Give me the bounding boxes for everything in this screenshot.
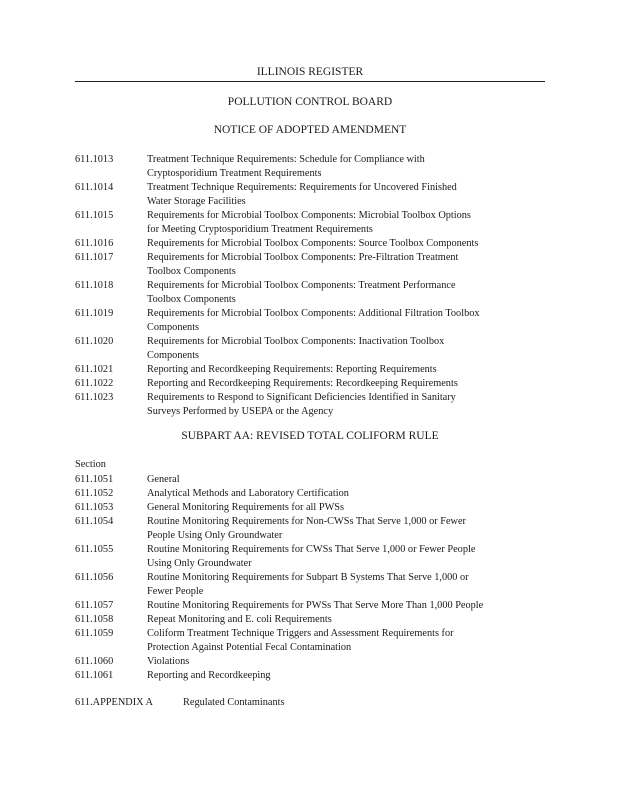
section-row <box>75 473 550 487</box>
section-number: 611.1059 <box>75 628 114 639</box>
section-number: 611.1052 <box>75 488 114 499</box>
section-number: 611.1020 <box>75 336 114 347</box>
section-title: Routine Monitoring Requirements for Non-CWSs That Serve 1,000 or Fewer People Using Only Groundwater <box>147 516 466 541</box>
section-number: 611.1022 <box>75 378 114 389</box>
section-title: Requirements to Respond to Significant Deficiencies Identified in Sanitary Surveys Performed by USEPA or the Agency <box>147 392 456 417</box>
section-row <box>75 279 550 307</box>
section-number: 611.1021 <box>75 364 114 375</box>
register-title: ILLINOIS REGISTER <box>256 66 364 78</box>
section-row <box>75 571 550 599</box>
section-title: Requirements for Microbial Toolbox Components: Treatment Performance Toolbox Components <box>147 280 456 305</box>
appendix-row <box>75 697 285 708</box>
notice-title: NOTICE OF ADOPTED AMENDMENT <box>213 124 407 136</box>
section-title: Requirements for Microbial Toolbox Components: Microbial Toolbox Options for Meeting Cryptosporidium Treatment Requirements <box>147 210 471 235</box>
section-title: Analytical Methods and Laboratory Certification <box>147 488 349 499</box>
section-number: 611.1060 <box>75 656 114 667</box>
section-title: Routine Monitoring Requirements for CWSs That Serve 1,000 or Fewer People Using Only Groundwater <box>147 544 476 569</box>
section-title: Treatment Technique Requirements: Schedule for Compliance with Cryptosporidium Treatment Requirements <box>147 154 425 179</box>
section-title: Routine Monitoring Requirements for Subpart B Systems That Serve 1,000 or Fewer People <box>147 572 469 597</box>
section-label: Section <box>75 459 106 470</box>
section-row <box>75 377 550 391</box>
section-row <box>75 237 550 251</box>
section-number: 611.1056 <box>75 572 114 583</box>
section-number: 611.1017 <box>75 252 114 263</box>
section-number: 611.1058 <box>75 614 114 625</box>
section-title: Routine Monitoring Requirements for PWSs That Serve More Than 1,000 People <box>147 600 484 611</box>
section-row <box>75 515 550 543</box>
section-row <box>75 599 550 613</box>
section-row <box>75 363 550 377</box>
section-number: 611.1054 <box>75 516 114 527</box>
section-row <box>75 335 550 363</box>
section-row <box>75 613 550 627</box>
section-number: 611.1014 <box>75 182 114 193</box>
section-list-top <box>75 153 550 419</box>
section-number: 611.1015 <box>75 210 114 221</box>
section-title: General <box>147 474 180 485</box>
section-title: Requirements for Microbial Toolbox Components: Source Toolbox Components <box>147 238 479 249</box>
section-row <box>75 627 550 655</box>
section-row <box>75 181 550 209</box>
section-row <box>75 251 550 279</box>
section-title: General Monitoring Requirements for all PWSs <box>147 502 345 513</box>
section-number: 611.1018 <box>75 280 114 291</box>
section-number: 611.1061 <box>75 670 114 681</box>
section-title: Reporting and Recordkeeping Requirements: Reporting Requirements <box>147 364 437 375</box>
header-rule <box>75 81 545 82</box>
section-row <box>75 307 550 335</box>
board-title: POLLUTION CONTROL BOARD <box>227 96 393 108</box>
section-title: Requirements for Microbial Toolbox Components: Additional Filtration Toolbox Components <box>147 308 480 333</box>
section-title: Reporting and Recordkeeping Requirements: Recordkeeping Requirements <box>147 378 458 389</box>
section-list-subpart-aa <box>75 473 550 683</box>
section-title: Coliform Treatment Technique Triggers and Assessment Requirements for Protection Against Potential Fecal Contamination <box>147 628 454 653</box>
section-row <box>75 487 550 501</box>
section-title: Repeat Monitoring and E. coli Requirements <box>147 614 332 625</box>
section-row <box>75 501 550 515</box>
section-row <box>75 543 550 571</box>
section-title: Requirements for Microbial Toolbox Components: Pre-Filtration Treatment Toolbox Components <box>147 252 459 277</box>
subpart-heading: SUBPART AA: REVISED TOTAL COLIFORM RULE <box>181 430 439 442</box>
section-row <box>75 153 550 181</box>
section-number: 611.1055 <box>75 544 114 555</box>
section-title: Reporting and Recordkeeping <box>147 670 271 681</box>
section-number: 611.1016 <box>75 238 114 249</box>
section-row <box>75 209 550 237</box>
page-header <box>75 65 545 82</box>
section-title: Treatment Technique Requirements: Requirements for Uncovered Finished Water Storage Facilities <box>147 182 457 207</box>
section-row <box>75 391 550 419</box>
appendix-number: 611.APPENDIX A <box>75 697 153 708</box>
section-title: Requirements for Microbial Toolbox Components: Inactivation Toolbox Components <box>147 336 445 361</box>
section-number: 611.1013 <box>75 154 114 165</box>
appendix-title: Regulated Contaminants <box>183 697 285 708</box>
section-number: 611.1051 <box>75 474 114 485</box>
section-number: 611.1019 <box>75 308 114 319</box>
section-row <box>75 669 550 683</box>
section-row <box>75 655 550 669</box>
section-number: 611.1057 <box>75 600 114 611</box>
section-title: Violations <box>147 656 190 667</box>
section-number: 611.1053 <box>75 502 114 513</box>
section-number: 611.1023 <box>75 392 114 403</box>
